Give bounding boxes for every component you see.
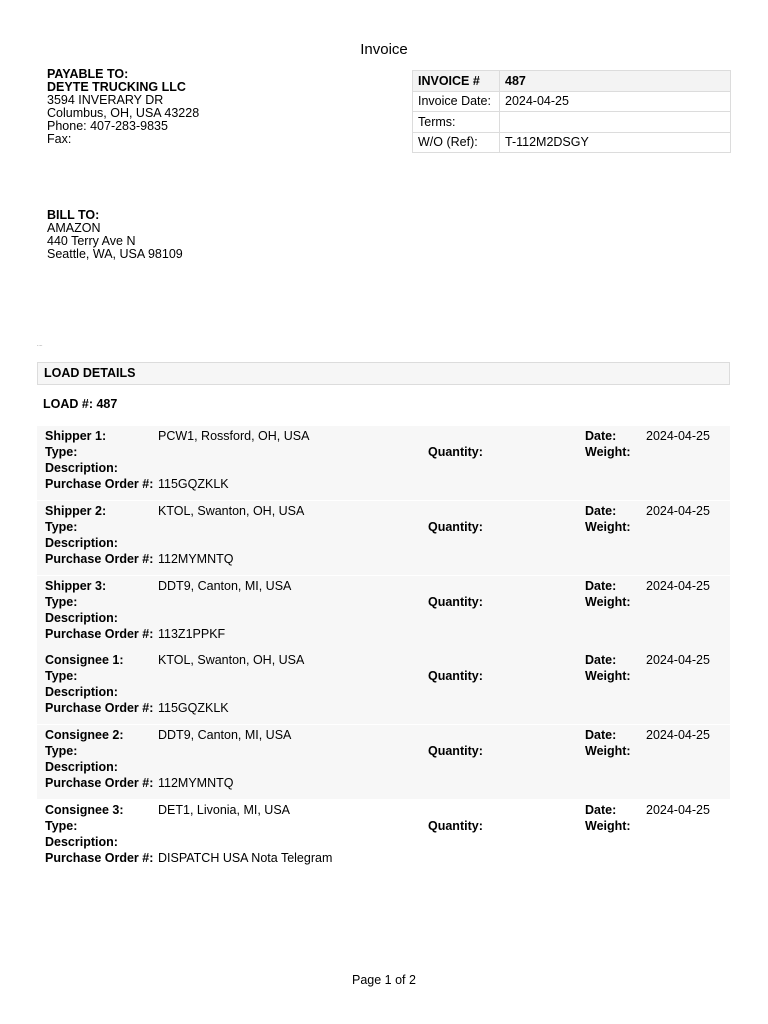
stop-row [37, 725, 730, 799]
description-label: Description: [45, 611, 118, 625]
weight-label: Weight: [585, 595, 631, 609]
date-value: 2024-04-25 [646, 803, 710, 817]
invoice-date-value: 2024-04-25 [500, 91, 731, 112]
document-title: Invoice [360, 41, 408, 58]
stop-label: Consignee 2: [45, 728, 124, 742]
stop-location: KTOL, Swanton, OH, USA [158, 653, 305, 667]
date-value: 2024-04-25 [646, 579, 710, 593]
date-value: 2024-04-25 [646, 504, 710, 518]
quantity-label: Quantity: [428, 669, 483, 683]
load-details-title: LOAD DETAILS [44, 366, 136, 380]
ref-label: W/O (Ref): [413, 132, 500, 153]
weight-label: Weight: [585, 819, 631, 833]
purchase-order-label: Purchase Order #: [45, 477, 154, 491]
invoice-number-value: 487 [500, 71, 731, 92]
weight-label: Weight: [585, 744, 631, 758]
purchase-order-value: 115GQZKLK [158, 701, 229, 715]
payee-fax: Fax: [47, 132, 72, 146]
quantity-label: Quantity: [428, 520, 483, 534]
description-label: Description: [45, 685, 118, 699]
stop-label: Consignee 3: [45, 803, 124, 817]
description-label: Description: [45, 835, 118, 849]
description-label: Description: [45, 461, 118, 475]
payable-to-block [47, 68, 199, 146]
stop-row [37, 576, 730, 650]
stop-label: Shipper 3: [45, 579, 107, 593]
purchase-order-label: Purchase Order #: [45, 627, 154, 641]
payable-to-label: PAYABLE TO: [47, 67, 129, 81]
page-number: Page 1 of 2 [352, 973, 416, 987]
date-label: Date: [585, 504, 617, 518]
purchase-order-value: DISPATCH USA Nota Telegram [158, 851, 333, 865]
date-label: Date: [585, 728, 617, 742]
purchase-order-label: Purchase Order #: [45, 701, 154, 715]
quantity-label: Quantity: [428, 595, 483, 609]
invoice-number-row [413, 71, 731, 92]
purchase-order-value: 112MYMNTQ [158, 776, 234, 790]
date-value: 2024-04-25 [646, 653, 710, 667]
stop-label: Consignee 1: [45, 653, 124, 667]
payee-address-line2: Columbus, OH, USA 43228 [47, 106, 200, 120]
invoice-date-row [413, 91, 731, 112]
stop-row [37, 650, 730, 724]
purchase-order-value: 113Z1PPKF [158, 627, 226, 641]
type-label: Type: [45, 520, 78, 534]
quantity-label: Quantity: [428, 819, 483, 833]
terms-row [413, 112, 731, 133]
invoice-date-label: Invoice Date: [413, 91, 500, 112]
bill-to-block [47, 209, 183, 261]
purchase-order-label: Purchase Order #: [45, 776, 154, 790]
payee-address-line1: 3594 INVERARY DR [47, 93, 164, 107]
date-label: Date: [585, 653, 617, 667]
type-label: Type: [45, 445, 78, 459]
invoice-meta-table [412, 70, 731, 153]
small-marker: .... [37, 342, 43, 348]
bill-to-name: AMAZON [47, 221, 101, 235]
stop-location: DDT9, Canton, MI, USA [158, 728, 292, 742]
invoice-number-label: INVOICE # [413, 71, 500, 92]
terms-label: Terms: [413, 112, 500, 133]
type-label: Type: [45, 819, 78, 833]
type-label: Type: [45, 595, 78, 609]
type-label: Type: [45, 744, 78, 758]
stop-row [37, 800, 730, 874]
type-label: Type: [45, 669, 78, 683]
payee-company: DEYTE TRUCKING LLC [47, 80, 186, 94]
stop-location: PCW1, Rossford, OH, USA [158, 429, 310, 443]
ref-row [413, 132, 731, 153]
description-label: Description: [45, 760, 118, 774]
date-value: 2024-04-25 [646, 728, 710, 742]
terms-value [500, 112, 731, 133]
stop-location: DDT9, Canton, MI, USA [158, 579, 292, 593]
date-value: 2024-04-25 [646, 429, 710, 443]
stop-row [37, 501, 730, 575]
description-label: Description: [45, 536, 118, 550]
bill-to-address-line2: Seattle, WA, USA 98109 [47, 247, 183, 261]
stop-label: Shipper 2: [45, 504, 107, 518]
purchase-order-value: 112MYMNTQ [158, 552, 234, 566]
quantity-label: Quantity: [428, 445, 483, 459]
weight-label: Weight: [585, 669, 631, 683]
stop-label: Shipper 1: [45, 429, 107, 443]
weight-label: Weight: [585, 445, 631, 459]
purchase-order-value: 115GQZKLK [158, 477, 229, 491]
stop-location: DET1, Livonia, MI, USA [158, 803, 290, 817]
stop-location: KTOL, Swanton, OH, USA [158, 504, 305, 518]
quantity-label: Quantity: [428, 744, 483, 758]
load-number: LOAD #: 487 [43, 397, 118, 411]
stop-row [37, 426, 730, 500]
date-label: Date: [585, 579, 617, 593]
date-label: Date: [585, 429, 617, 443]
weight-label: Weight: [585, 520, 631, 534]
bill-to-label: BILL TO: [47, 208, 100, 222]
bill-to-address-line1: 440 Terry Ave N [47, 234, 136, 248]
date-label: Date: [585, 803, 617, 817]
payee-phone: Phone: 407-283-9835 [47, 119, 168, 133]
purchase-order-label: Purchase Order #: [45, 552, 154, 566]
ref-value: T-112M2DSGY [500, 132, 731, 153]
load-details-header [37, 362, 730, 385]
purchase-order-label: Purchase Order #: [45, 851, 154, 865]
